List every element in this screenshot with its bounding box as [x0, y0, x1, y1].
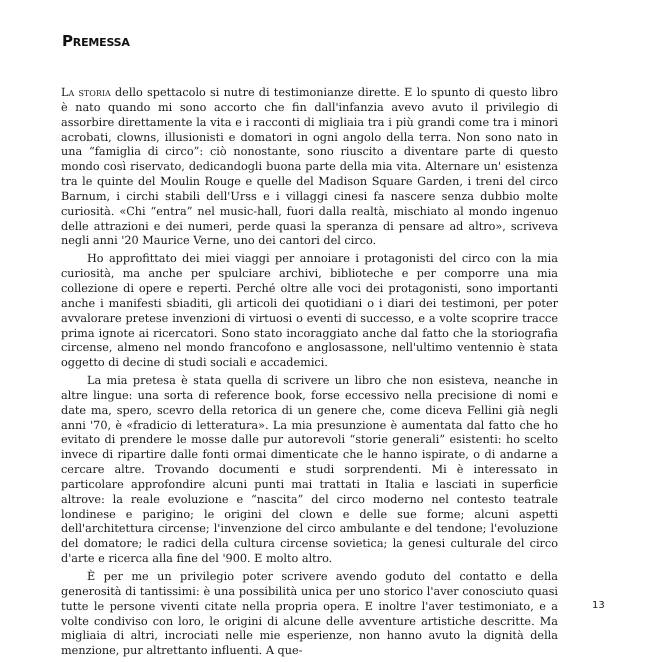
body-text	[61, 86, 558, 662]
paragraph-1-text: dello spettacolo si nutre di testimonianze dirette. E lo spunto di questo libro è nato quando mi sono accorto che fin dall'infanzia avevo avuto il privilegio di assorbire direttamente la vita e i racconti di migliaia tra i più grandi come tra i minori acrobati, clowns, illusionisti e domatori in ogni angolo della terra. Non sono nato in una “famiglia di circo”: ciò nonostante, sono riuscito a diventare parte di questo mondo così riservato, dedicandogli buona parte della mia vita. Alternare un' esistenza tra le quinte del Moulin Rouge e quelle del Madison Square Garden, i treni del circo Barnum, i circhi stabili dell'Urss e i villaggi cinesi fa nascere senza dubbio molte curiosità. «Chi “entra” nel music-hall, fuori dalla realtà, mischiato al mondo ingenuo delle attrazioni e dei numeri, perde quasi la speranza di pensare ad altro», scriveva negli anni '20 Maurice Verne, uno dei cantori del circo.	[61, 86, 558, 248]
page-number: 13	[592, 600, 605, 611]
chapter-heading: Premessa	[62, 32, 130, 50]
paragraph-3: La mia pretesa è stata quella di scrivere un libro che non esisteva, neanche in altre lingue: una sorta di reference book, forse eccessivo nella precisione di nomi e date ma, spero, scevro della retorica di un genere che, come diceva Fellini già negli anni '70, è «fradicio di letteratura». La mia presunzione è aumentata dal fatto che ho evitato di prendere le mosse dalle pur autorevoli “storie generali” esistenti: ho scelto invece di ripartire dalle fonti ormai dimenticate che le hanno ispirate, o di andarne a cercare altre. Trovando documenti e studi sorprendenti. Mi è interessato in particolare approfondire alcuni punti mai trattati in Italia e lasciati in superficie altrove: la reale evoluzione e “nascita” del circo moderno nel contesto teatrale londinese e parigino; le origini del clown e delle sue forme; alcuni aspetti dell'architettura circense; l'invenzione del circo ambulante e del tendone; l'evoluzione del domatore; le radici della cultura circense sovietica; la genesi culturale del circo d'arte e ricerca alla fine del '900. E molto altro.	[61, 374, 558, 566]
paragraph-1	[61, 86, 558, 249]
paragraph-2: Ho approfittato dei miei viaggi per annoiare i protagonisti del circo con la mia curiosità, ma anche per spulciare archivi, biblioteche e per comporre una mia collezione di opere e reperti. Perché oltre alle voci dei protagonisti, sono importanti anche i manifesti sbiaditi, gli articoli dei quotidiani o i diari dei testimoni, per poter avvalorare pretese invenzioni di virtuosi o eventi di successo, e a volte scoprire tracce prima ignote ai ricercatori. Sono stato incoraggiato anche dal fatto che la storiografia circense, almeno nel mondo francofono e anglosassone, nell'ultimo ventennio è stata oggetto di decine di studi sociali e accademici.	[61, 252, 558, 370]
paragraph-4: È per me un privilegio poter scrivere avendo goduto del contatto e della generosità di tantissimi: è una possibilità unica per uno storico l'aver conosciuto quasi tutte le persone viventi citate nella propria opera. E inoltre l'aver testimoniato, e a volte condiviso con loro, le origini di alcune delle avventure artistiche descritte. Ma migliaia di altri, incrociati nelle mie esperienze, non hanno avuto la dignità della menzione, pur altrettanto influenti. A que-	[61, 570, 558, 658]
paragraph-lead-words: La storia	[61, 86, 111, 99]
